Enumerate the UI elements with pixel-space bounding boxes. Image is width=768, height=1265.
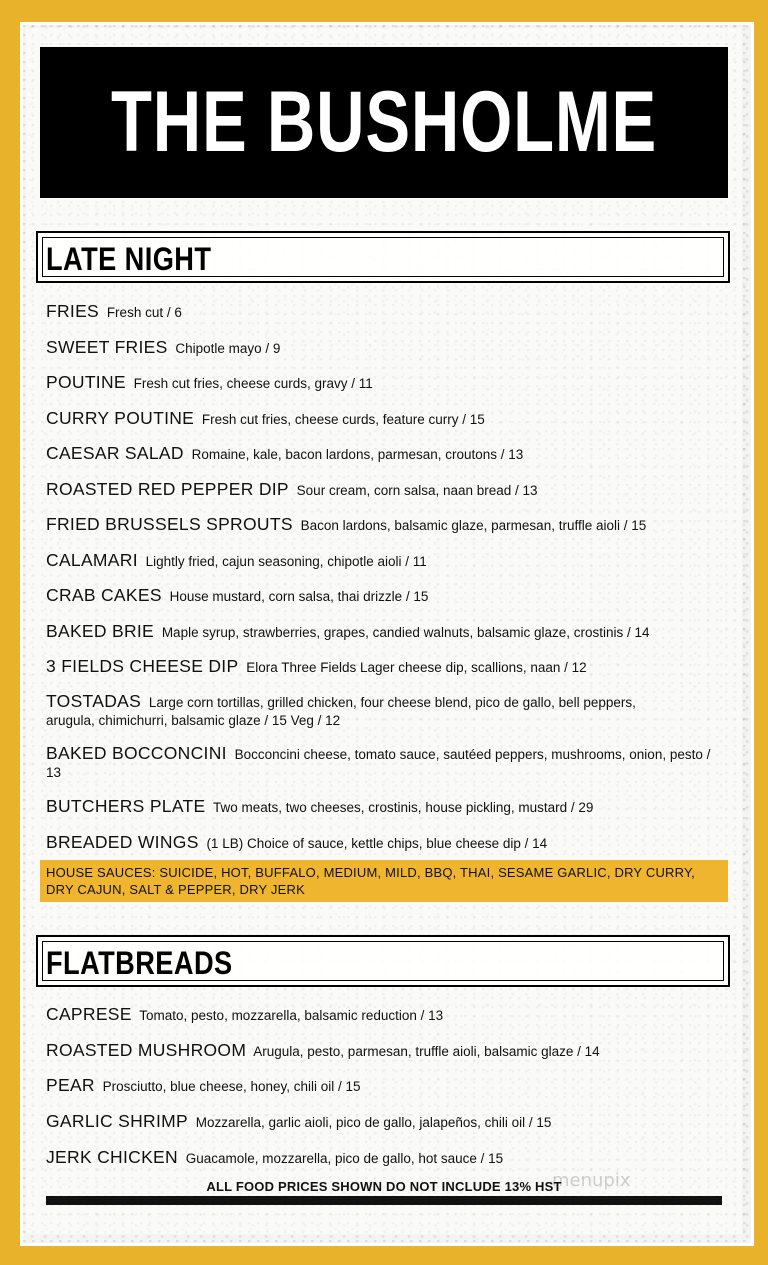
item-desc: Chipotle mayo / 9 [175,341,281,356]
item-name: CALAMARI [46,550,138,570]
menu-item [46,622,736,642]
menu-item [46,302,736,322]
item-name: CAPRESE [46,1004,132,1024]
item-name: CRAB CAKES [46,585,162,605]
section-title: LATE NIGHT [46,241,212,277]
item-name: CAESAR SALAD [46,443,184,463]
house-sauces-banner [40,860,728,902]
item-desc: Large corn tortillas, grilled chicken, four cheese blend, pico de gallo, bell peppers, arugula, chimichurri, balsamic glaze / 15 Veg / 12 [46,695,636,728]
item-desc: Arugula, pesto, parmesan, truffle aioli, balsamic glaze / 14 [253,1044,600,1059]
item-name: BAKED BOCCONCINI [46,743,227,763]
item-desc: Bacon lardons, balsamic glaze, parmesan, truffle aioli / 15 [300,518,647,533]
item-name: BAKED BRIE [46,621,155,641]
section-header-flatbreads [36,935,730,987]
menu-item [46,1041,736,1061]
item-name: 3 FIELDS CHEESE DIP [46,656,239,676]
item-desc: Tomato, pesto, mozzarella, balsamic reduction / 13 [139,1008,444,1023]
item-desc: Romaine, kale, bacon lardons, parmesan, croutons / 13 [191,447,524,462]
title-banner [40,47,728,198]
menu-item [46,480,736,500]
item-desc: Mozzarella, garlic aioli, pico de gallo, jalapeños, chili oil / 15 [195,1115,552,1130]
menu-item [46,1112,736,1132]
item-desc: Bocconcini cheese, tomato sauce, sautéed peppers, mushrooms, onion, pesto / 13 [46,747,711,780]
section-title: FLATBREADS [46,945,233,981]
item-name: TOSTADAS [46,691,142,711]
menu-item [46,515,736,535]
menu-item [46,338,736,358]
item-name: FRIES [46,301,100,321]
item-desc: Two meats, two cheeses, crostinis, house pickling, mustard / 29 [212,800,594,815]
item-desc: Fresh cut fries, cheese curds, gravy / 11 [133,376,373,391]
item-name: POUTINE [46,372,126,392]
item-name: BUTCHERS PLATE [46,796,206,816]
item-name: ROASTED RED PEPPER DIP [46,479,289,499]
menu-item [46,373,736,393]
tax-note: ALL FOOD PRICES SHOWN DO NOT INCLUDE 13% HST [206,1179,562,1194]
menu-item [46,833,736,853]
item-name: BREADED WINGS [46,832,199,852]
item-desc: Sour cream, corn salsa, naan bread / 13 [296,483,538,498]
item-name: SWEET FRIES [46,337,168,357]
item-desc: Guacamole, mozzarella, pico de gallo, hot sauce / 15 [185,1151,504,1166]
item-name: PEAR [46,1075,95,1095]
footer-divider [46,1196,722,1205]
item-desc: House mustard, corn salsa, thai drizzle / 15 [169,589,429,604]
item-desc: Fresh cut fries, cheese curds, feature curry / 15 [201,412,485,427]
menu-item [46,1005,736,1025]
item-name: GARLIC SHRIMP [46,1111,188,1131]
item-desc: Maple syrup, strawberries, grapes, candied walnuts, balsamic glaze, crostinis / 14 [161,625,650,640]
item-name: JERK CHICKEN [46,1147,178,1167]
menu-item [46,444,736,464]
item-desc: Elora Three Fields Lager cheese dip, scallions, naan / 12 [246,660,587,675]
menu-item [46,744,726,782]
menu-item [46,586,736,606]
item-name: ROASTED MUSHROOM [46,1040,247,1060]
item-desc: Prosciutto, blue cheese, honey, chili oil / 15 [102,1079,361,1094]
watermark: menupix [552,1170,631,1191]
menu-item [46,657,736,677]
house-sauces-text: HOUSE SAUCES: SUICIDE, HOT, BUFFALO, MEDIUM, MILD, BBQ, THAI, SESAME GARLIC, DRY CURRY, DRY CAJUN, SALT & PEPPER, DRY JERK [46,865,695,897]
section-header-late-night [36,231,730,283]
item-name: FRIED BRUSSELS SPROUTS [46,514,293,534]
menu-item [46,551,736,571]
item-desc: (1 LB) Choice of sauce, kettle chips, blue cheese dip / 14 [206,836,548,851]
menu-item [46,409,736,429]
menu-item [46,1148,736,1168]
restaurant-name: THE BUSHOLME [111,74,657,170]
menu-item [46,692,686,730]
menu-item [46,1076,736,1096]
item-desc: Fresh cut / 6 [106,305,182,320]
item-name: CURRY POUTINE [46,408,195,428]
menu-item [46,797,736,817]
item-desc: Lightly fried, cajun seasoning, chipotle aioli / 11 [145,554,427,569]
